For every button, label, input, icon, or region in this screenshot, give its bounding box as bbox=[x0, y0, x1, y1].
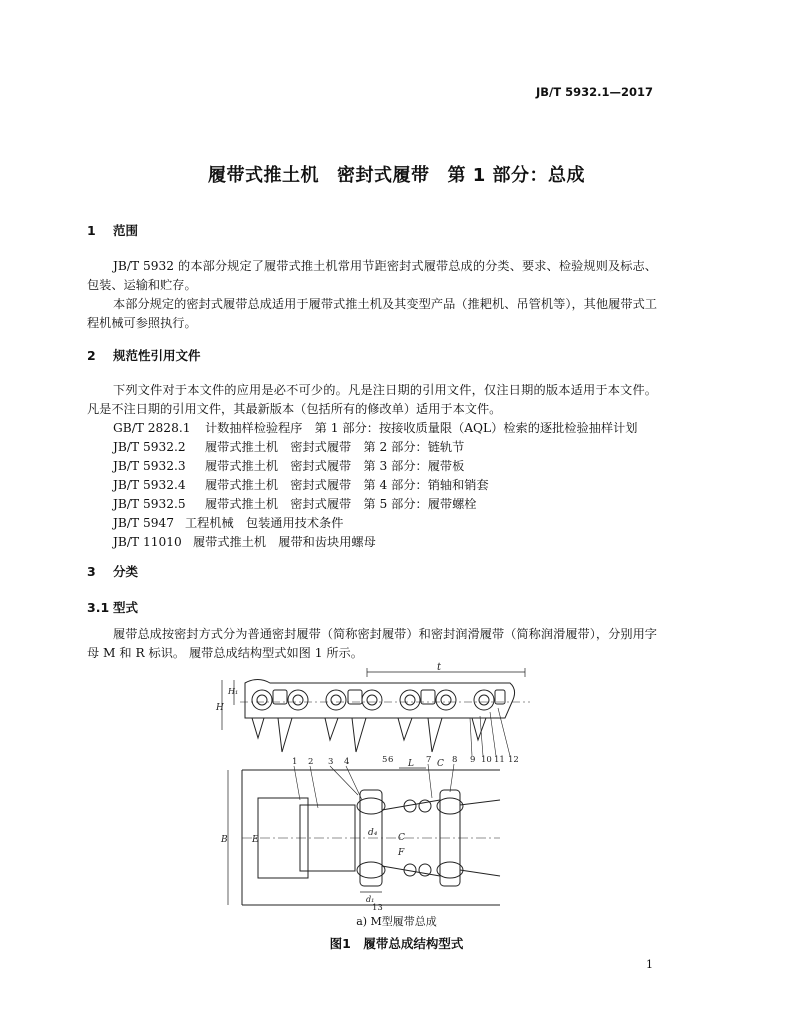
callout-1: 1 bbox=[292, 757, 298, 767]
reference-item bbox=[113, 495, 476, 512]
reference-code: JB/T 5947 bbox=[113, 516, 174, 530]
reference-code: GB/T 2828.1 bbox=[113, 421, 191, 435]
dimension-label-B: B bbox=[221, 835, 228, 845]
reference-item bbox=[113, 533, 376, 550]
callout-3: 3 bbox=[328, 757, 334, 767]
callout-4: 4 bbox=[344, 757, 350, 767]
callout-2: 2 bbox=[308, 757, 314, 767]
dimension-label-C-vertical: C bbox=[398, 833, 405, 843]
callout-9: 9 bbox=[470, 755, 476, 765]
callout-10: 10 bbox=[481, 755, 492, 765]
track-assembly-drawing bbox=[215, 662, 535, 912]
section-1-paragraph-1: JB/T 5932 的本部分规定了履带式推土机常用节距密封式履带总成的分类、要求、检验规则及标志、包装、运输和贮存。 bbox=[87, 259, 657, 292]
reference-code: JB/T 11010 bbox=[113, 535, 182, 549]
section-3-1-paragraph-1: 履带总成按密封方式分为普通密封履带（简称密封履带）和密封润滑履带（简称润滑履带），分别用字母 M 和 R 标识。 履带总成结构型式如图 1 所示。 bbox=[87, 627, 657, 660]
callout-6: 6 bbox=[388, 755, 394, 765]
track-side-view bbox=[215, 680, 530, 753]
title-part-2: 密封式履带 bbox=[336, 165, 430, 186]
figure-caption: 图1 履带总成结构型式 bbox=[329, 936, 464, 951]
reference-item bbox=[113, 457, 464, 474]
dimension-label-H: H bbox=[216, 703, 224, 713]
section-1-paragraph-2: 本部分规定的密封式履带总成适用于履带式推土机及其变型产品（推耙机、吊管机等），其他履带式工程机械可参照执行。 bbox=[87, 297, 657, 330]
section-number: 1 bbox=[87, 223, 96, 238]
callout-5: 5 bbox=[382, 755, 388, 765]
dimension-label-H1: H₁ bbox=[228, 687, 239, 696]
section-title: 范围 bbox=[113, 223, 139, 238]
reference-title: 履带式推土机 密封式履带 第 4 部分：销轴和销套 bbox=[205, 478, 489, 492]
reference-title: 工程机械 包装通用技术条件 bbox=[185, 516, 344, 530]
section-number: 3.1 bbox=[87, 600, 110, 615]
reference-code: JB/T 5932.2 bbox=[113, 440, 186, 454]
reference-item bbox=[113, 419, 637, 436]
figure-subcaption: a) M型履带总成 bbox=[356, 915, 437, 928]
section-2-paragraph-1: 下列文件对于本文件的应用是必不可少的。凡是注日期的引用文件，仅注日期的版本适用于本文件。凡是不注日期的引用文件，其最新版本（包括所有的修改单）适用于本文件。 bbox=[87, 383, 657, 416]
reference-item bbox=[113, 514, 343, 531]
section-2-heading bbox=[87, 346, 201, 364]
reference-title: 履带式推土机 履带和齿块用螺母 bbox=[193, 535, 376, 549]
standard-number: JB/T 5932.1—2017 bbox=[536, 85, 653, 99]
reference-title: 履带式推土机 密封式履带 第 3 部分：履带板 bbox=[205, 459, 465, 473]
dimension-label-E: E bbox=[252, 835, 259, 845]
dimension-label-t: t bbox=[437, 662, 442, 673]
reference-item bbox=[113, 476, 489, 493]
callout-8: 8 bbox=[452, 755, 458, 765]
reference-code: JB/T 5932.5 bbox=[113, 497, 186, 511]
dimension-label-d4: d₄ bbox=[368, 828, 378, 838]
callout-12: 12 bbox=[508, 755, 519, 765]
reference-title: 履带式推土机 密封式履带 第 2 部分：链轨节 bbox=[205, 440, 465, 454]
reference-title: 计数抽样检验程序 第 1 部分：按接收质量限（AQL）检索的逐批检验抽样计划 bbox=[205, 421, 638, 435]
reference-title: 履带式推土机 密封式履带 第 5 部分：履带螺栓 bbox=[205, 497, 477, 511]
title-part-1: 履带式推土机 bbox=[207, 165, 319, 186]
dimension-label-F: F bbox=[398, 848, 405, 858]
section-title: 型式 bbox=[113, 600, 139, 615]
page-number: 1 bbox=[646, 958, 653, 971]
title-part-3: 第 1 部分：总成 bbox=[447, 165, 586, 186]
document-title bbox=[0, 161, 793, 187]
dimension-label-d1: d₁ bbox=[366, 895, 375, 904]
section-3-heading bbox=[87, 562, 138, 580]
reference-code: JB/T 5932.3 bbox=[113, 459, 186, 473]
section-title: 分类 bbox=[113, 564, 139, 579]
section-1-heading bbox=[87, 221, 138, 239]
reference-item bbox=[113, 438, 464, 455]
reference-code: JB/T 5932.4 bbox=[113, 478, 186, 492]
section-title: 规范性引用文件 bbox=[113, 348, 201, 363]
section-number: 2 bbox=[87, 348, 96, 363]
dimension-label-L: L bbox=[408, 759, 414, 769]
callout-numbers bbox=[292, 755, 519, 912]
callout-11: 11 bbox=[494, 755, 505, 765]
callout-7: 7 bbox=[426, 755, 432, 765]
callout-13: 13 bbox=[372, 903, 383, 912]
section-number: 3 bbox=[87, 564, 96, 579]
section-3-1-heading bbox=[87, 598, 138, 616]
track-plan-view bbox=[220, 759, 500, 905]
dimension-label-C: C bbox=[437, 759, 444, 769]
